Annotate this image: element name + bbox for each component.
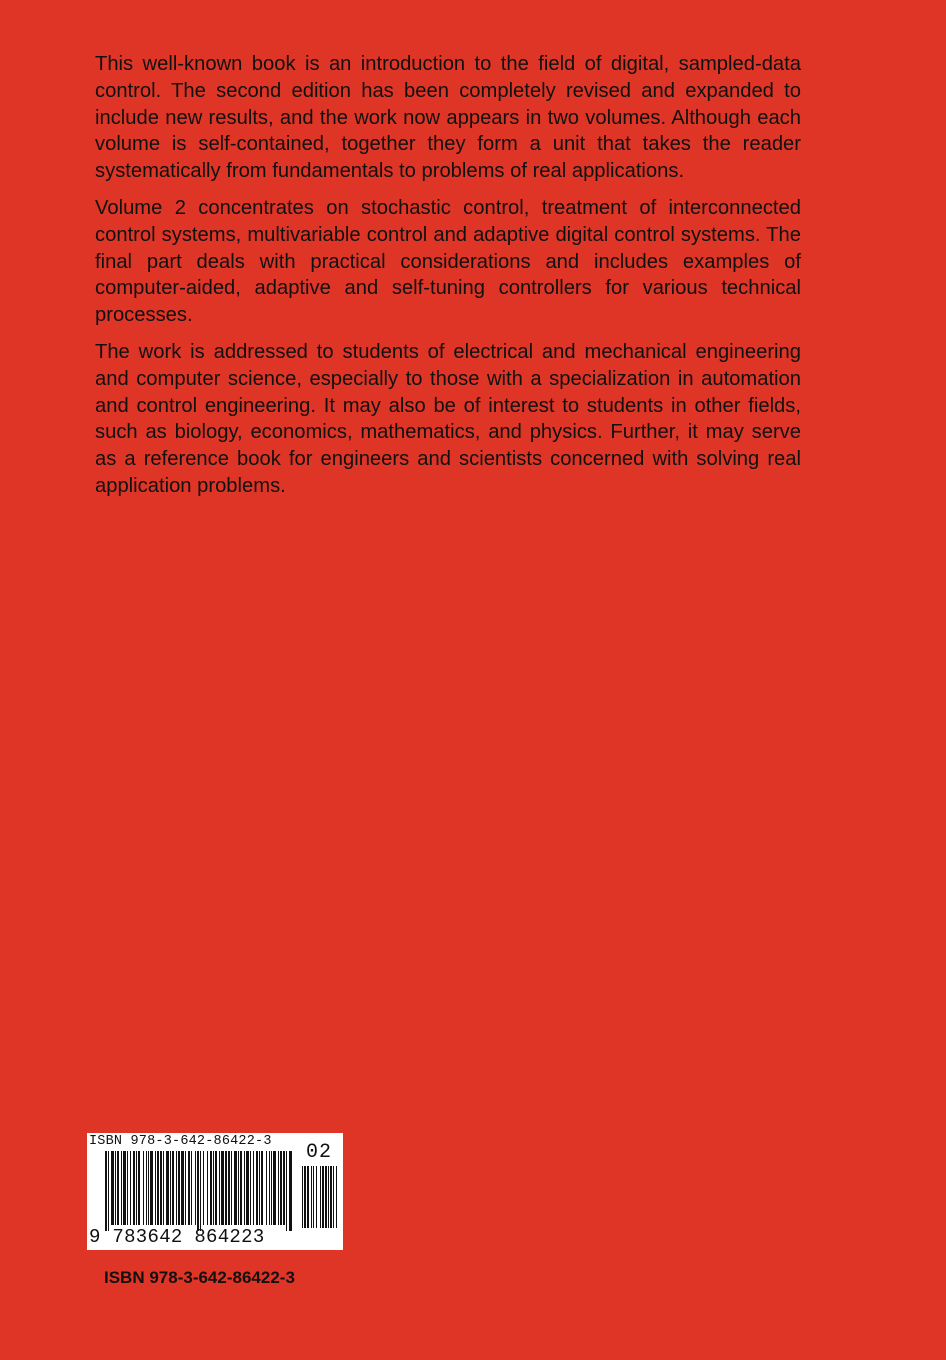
barcode-addon-bar bbox=[328, 1166, 329, 1228]
barcode-bar bbox=[185, 1151, 186, 1225]
barcode-bar bbox=[278, 1151, 279, 1225]
back-cover-blurb bbox=[95, 51, 801, 510]
barcode-bar bbox=[191, 1151, 192, 1225]
blurb-paragraph: Volume 2 concentrates on stochastic control, treatment of interconnected control systems, multivariable control and adaptive digital control systems. The final part deals with practical considerations and includes examples of computer-aided, adaptive and self-tuning controllers for various technical processes. bbox=[95, 196, 801, 327]
barcode-bar bbox=[219, 1151, 220, 1225]
barcode-bar bbox=[197, 1151, 199, 1231]
blurb-paragraph: This well-known book is an introduction to the field of digital, sampled-data control. The second edition has been completely revised and expanded to include new results, and the work now appears in two volumes. Although each volume is self-contained, together they form a unit that takes the reader systematically from fundamentals to problems of real applications. bbox=[95, 53, 801, 183]
barcode-bar bbox=[225, 1151, 227, 1225]
barcode-bar bbox=[123, 1151, 126, 1225]
barcode-bar bbox=[207, 1151, 208, 1225]
barcode-addon-bar bbox=[313, 1166, 314, 1228]
barcode-bar bbox=[210, 1151, 212, 1225]
barcode-bar bbox=[115, 1151, 116, 1225]
barcode-bar bbox=[108, 1151, 109, 1231]
barcode-bar bbox=[146, 1151, 147, 1225]
barcode-bar bbox=[280, 1151, 282, 1225]
barcode-bar bbox=[253, 1151, 254, 1225]
barcode-bar bbox=[244, 1151, 245, 1225]
barcode-bar bbox=[138, 1151, 140, 1225]
barcode-addon-bar bbox=[320, 1166, 321, 1228]
barcode-bar bbox=[181, 1151, 184, 1225]
barcode-bar bbox=[150, 1151, 153, 1225]
barcode-bar bbox=[188, 1151, 190, 1225]
barcode-bar bbox=[133, 1151, 135, 1225]
barcode-addon-bar bbox=[322, 1166, 324, 1228]
barcode-bar bbox=[195, 1151, 196, 1225]
barcode-bar bbox=[176, 1151, 177, 1225]
barcode-bar bbox=[148, 1151, 149, 1225]
barcode-addon-bar bbox=[336, 1166, 337, 1228]
barcode-addon-bar bbox=[311, 1166, 312, 1228]
barcode-bar bbox=[160, 1151, 162, 1225]
barcode-bar bbox=[121, 1151, 122, 1225]
barcode-bar bbox=[215, 1151, 217, 1225]
isbn-barcode bbox=[87, 1133, 343, 1250]
barcode-bar bbox=[111, 1151, 114, 1225]
barcode-bar bbox=[221, 1151, 224, 1225]
barcode-bar bbox=[266, 1151, 267, 1225]
barcode-bar bbox=[155, 1151, 156, 1225]
barcode-bar bbox=[178, 1151, 180, 1225]
barcode-bar bbox=[259, 1151, 260, 1225]
barcode-bar bbox=[271, 1151, 272, 1225]
barcode-digits: 9 783642 864223 bbox=[89, 1226, 265, 1248]
barcode-bar bbox=[228, 1151, 230, 1225]
barcode-addon-digits: 02 bbox=[306, 1141, 333, 1164]
barcode-bar bbox=[269, 1151, 270, 1225]
barcode-addon-bar bbox=[304, 1166, 306, 1228]
barcode-bar bbox=[157, 1151, 159, 1225]
barcode-bar bbox=[143, 1151, 144, 1225]
barcode-isbn-label: ISBN 978-3-642-86422-3 bbox=[89, 1134, 272, 1149]
barcode-bar bbox=[163, 1151, 164, 1225]
barcode-bar bbox=[234, 1151, 237, 1225]
barcode-addon-bar bbox=[302, 1166, 303, 1228]
barcode-addon-bar bbox=[330, 1166, 332, 1228]
barcode-bar bbox=[231, 1151, 232, 1225]
barcode-bar bbox=[200, 1151, 201, 1231]
barcode-bar bbox=[172, 1151, 174, 1225]
barcode-bar bbox=[273, 1151, 276, 1225]
barcode-bar bbox=[286, 1151, 287, 1231]
blurb-paragraph: The work is addressed to students of electrical and mechanical engineering and computer science, especially to those with a specialization in automation and control engineering. It may also be of interest to students in other fields, such as biology, economics, mathematics, and physics. Further, it may serve as a reference book for engineers and scientists concerned with solving real application problems. bbox=[95, 340, 801, 497]
barcode-bar bbox=[166, 1151, 169, 1225]
barcode-addon-bar bbox=[316, 1166, 317, 1228]
barcode-bar bbox=[136, 1151, 137, 1225]
barcode-bar bbox=[289, 1151, 292, 1231]
barcode-bar bbox=[170, 1151, 171, 1225]
barcode-bar bbox=[213, 1151, 214, 1225]
barcode-addon-bar bbox=[333, 1166, 334, 1228]
isbn-footer: ISBN 978-3-642-86422-3 bbox=[104, 1268, 295, 1287]
barcode-bar bbox=[117, 1151, 119, 1225]
barcode-bar bbox=[246, 1151, 249, 1225]
barcode-bar bbox=[127, 1151, 128, 1225]
barcode-bar bbox=[105, 1151, 107, 1231]
barcode-addon-bar bbox=[325, 1166, 327, 1228]
barcode-bar bbox=[256, 1151, 258, 1225]
barcode-addon-bar bbox=[307, 1166, 309, 1228]
barcode-bar bbox=[250, 1151, 251, 1225]
barcode-bar bbox=[130, 1151, 131, 1225]
barcode-bar bbox=[261, 1151, 263, 1225]
barcode-bar bbox=[238, 1151, 239, 1225]
barcode-bar bbox=[240, 1151, 242, 1225]
barcode-bar bbox=[203, 1151, 204, 1225]
barcode-bar bbox=[283, 1151, 285, 1225]
